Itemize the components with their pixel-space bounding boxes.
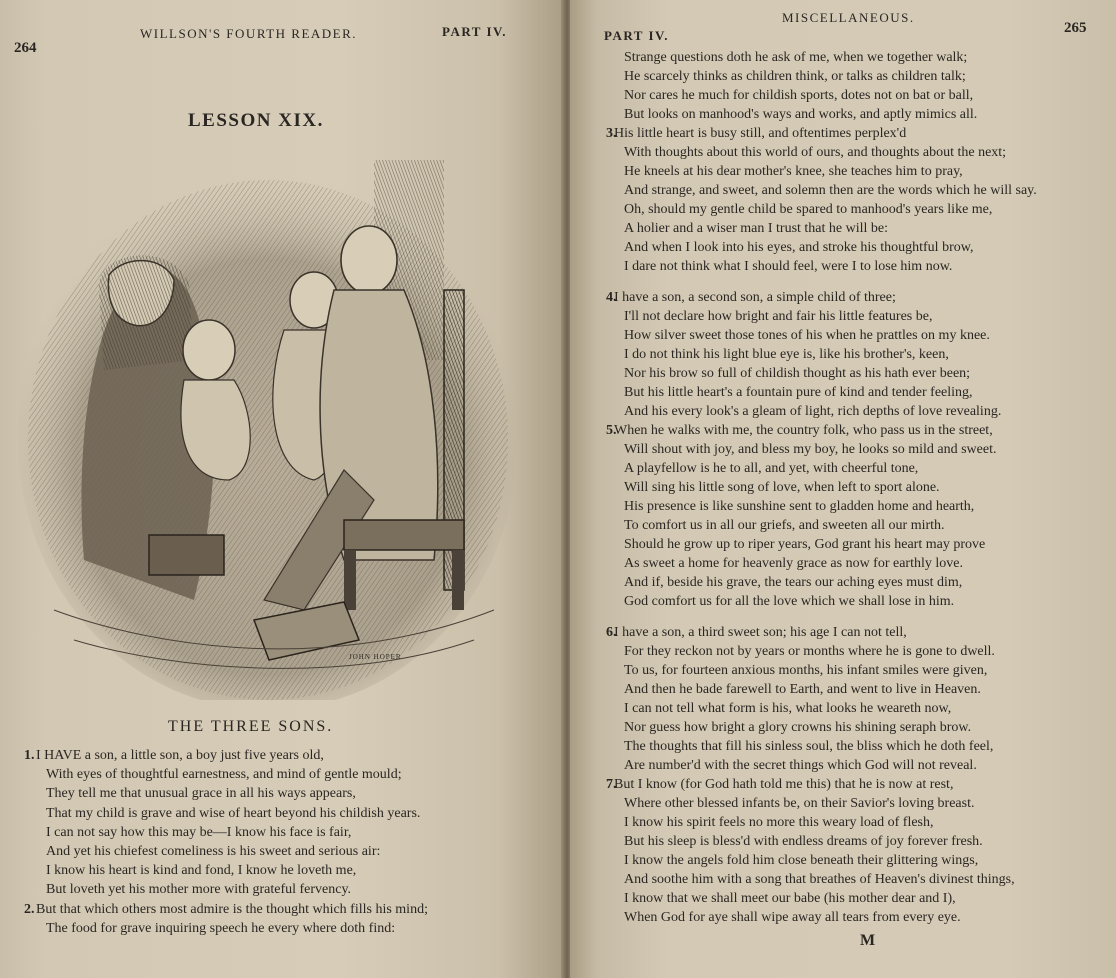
verse-line: I can not tell what form is his, what looks he weareth now, — [624, 701, 952, 716]
verse-number: 4. — [606, 290, 617, 305]
verse-line: They tell me that unusual grace in all his ways appears, — [46, 786, 356, 802]
verse-line: I know that we shall meet our babe (his mother dear and I), — [624, 891, 956, 906]
verse-line: For they reckon not by years or months where he is gone to dwell. — [624, 644, 995, 659]
verse-line: And when I look into his eyes, and stroke his thoughtful brow, — [624, 240, 974, 255]
verse-line: A playfellow is he to all, and yet, with cheerful tone, — [624, 461, 919, 476]
verse-line: With thoughts about this world of ours, and thoughts about the next; — [624, 145, 1007, 160]
verse-line: His little heart is busy still, and oftentimes perplex'd — [614, 126, 907, 141]
verse-line: But his little heart's a fountain pure of kind and tender feeling, — [624, 385, 973, 400]
verse-line: Strange questions doth he ask of me, when we together walk; — [624, 50, 968, 65]
verse-number: 3. — [606, 126, 617, 141]
lesson-title: LESSON XIX. — [188, 110, 324, 131]
verse-line: And yet his chiefest comeliness is his sweet and serious air: — [46, 844, 381, 859]
verse-line: He scarcely thinks as children think, or talks as children talk; — [624, 69, 966, 84]
verse-line: I do not think his light blue eye is, like his brother's, keen, — [624, 347, 949, 362]
verse-line: And then he bade farewell to Earth, and went to live in Heaven. — [624, 682, 981, 697]
verse-number: 2. — [24, 901, 35, 917]
verse-line: He kneels at his dear mother's knee, she teaches him to pray, — [624, 164, 963, 179]
verse-line: But looks on manhood's ways and works, and aptly mimics all. — [624, 107, 978, 122]
verse-line: With eyes of thoughtful earnestness, and mind of gentle mould; — [46, 767, 402, 783]
verse-line: I know the angels fold him close beneath their glittering wings, — [624, 853, 979, 868]
verse-number: 7. — [606, 777, 617, 792]
right-running-head: MISCELLANEOUS. — [782, 10, 915, 25]
verse-line: Are number'd with the secret things which God will not reveal. — [624, 758, 977, 773]
verse-line: To us, for fourteen anxious months, his infant smiles were given, — [624, 663, 988, 678]
verse-line: But his sleep is bless'd with endless dreams of joy forever fresh. — [624, 834, 983, 849]
verse-line: The thoughts that fill his sinless soul, the bliss which he doth feel, — [624, 739, 994, 754]
verse-line: I have a son, a second son, a simple child of three; — [614, 290, 896, 305]
signature-mark: M — [860, 932, 876, 949]
verse-line: I know his heart is kind and fond, I know he loveth me, — [46, 863, 357, 879]
verse-line: Nor cares he much for childish sports, dotes not on bat or ball, — [624, 88, 974, 103]
verse-line: God comfort us for all the love which we shall lose in him. — [624, 594, 955, 609]
verse-line: Nor guess how bright a glory crowns his shining seraph brow. — [624, 720, 972, 735]
verse-line: I'll not declare how bright and fair his little features be, — [624, 309, 933, 324]
engraving-illustration — [14, 140, 522, 700]
verse-line: To comfort us in all our griefs, and sweeten all our mirth. — [624, 518, 945, 533]
verse-line: I can not say how this may be—I know his face is fair, — [46, 824, 352, 840]
verse-line: That my child is grave and wise of heart beyond his childish years. — [46, 805, 421, 821]
verse-line: And strange, and sweet, and solemn then are the words which he will say. — [624, 183, 1037, 198]
verse-line: But loveth yet his mother more with grateful fervency. — [46, 882, 352, 898]
verse-line: The food for grave inquiring speech he every where doth find: — [46, 920, 396, 936]
left-page-number: 264 — [14, 40, 37, 56]
right-page-number: 265 — [1064, 20, 1087, 36]
engraver-signature: JOHN HOPER — [349, 653, 402, 661]
verse-line: I dare not think what I should feel, were I to lose him now. — [624, 259, 953, 274]
verse-line: How silver sweet those tones of his when he prattles on my knee. — [624, 328, 990, 343]
verse-line: When he walks with me, the country folk, who pass us in the street, — [614, 423, 993, 438]
left-running-head: WILLSON'S FOURTH READER. — [140, 26, 358, 41]
verse-line: Will shout with joy, and bless my boy, he looks so mild and sweet. — [624, 442, 997, 457]
verse-line: As sweet a home for heavenly grace as now for earthly love. — [624, 556, 963, 571]
verse-line: I have a son, a third sweet son; his age I can not tell, — [614, 625, 907, 640]
verse-line: Oh, should my gentle child be spared to manhood's years like me, — [624, 202, 993, 217]
verse-number: 1. — [24, 748, 35, 763]
verse-line: But I know (for God hath told me this) that he is now at rest, — [614, 777, 954, 792]
verse-line: And soothe him with a song that breathes of Heaven's divinest things, — [624, 872, 1015, 887]
poem-title: THE THREE SONS. — [168, 718, 334, 735]
verse-line: And his every look's a gleam of light, rich depths of love revealing. — [624, 404, 1002, 419]
verse-line: I know his spirit feels no more this weary load of flesh, — [624, 815, 934, 830]
left-part-label: PART IV. — [442, 24, 508, 39]
verse-number: 6. — [606, 625, 617, 640]
right-page — [570, 0, 1116, 978]
verse-line: His presence is like sunshine sent to gladden home and hearth, — [624, 499, 975, 514]
verse-line: A holier and a wiser man I trust that he will be: — [624, 221, 888, 236]
verse-line: When God for aye shall wipe away all tears from every eye. — [624, 910, 961, 925]
verse-line: And if, beside his grave, the tears our aching eyes must dim, — [624, 575, 963, 590]
verse-line: Where other blessed infants be, on their Savior's loving breast. — [624, 796, 975, 811]
verse-line: I HAVE a son, a little son, a boy just five years old, — [36, 748, 324, 763]
verse-line: Nor his brow so full of childish thought as his hath ever been; — [624, 366, 971, 381]
verse-line: Will sing his little song of love, when left to sport alone. — [624, 480, 940, 495]
right-part-label: PART IV. — [604, 28, 670, 43]
verse-line: But that which others most admire is the thought which fills his mind; — [36, 901, 428, 917]
verse-line: Should he grow up to riper years, God grant his heart may prove — [624, 537, 986, 552]
verse-number: 5. — [606, 423, 617, 438]
